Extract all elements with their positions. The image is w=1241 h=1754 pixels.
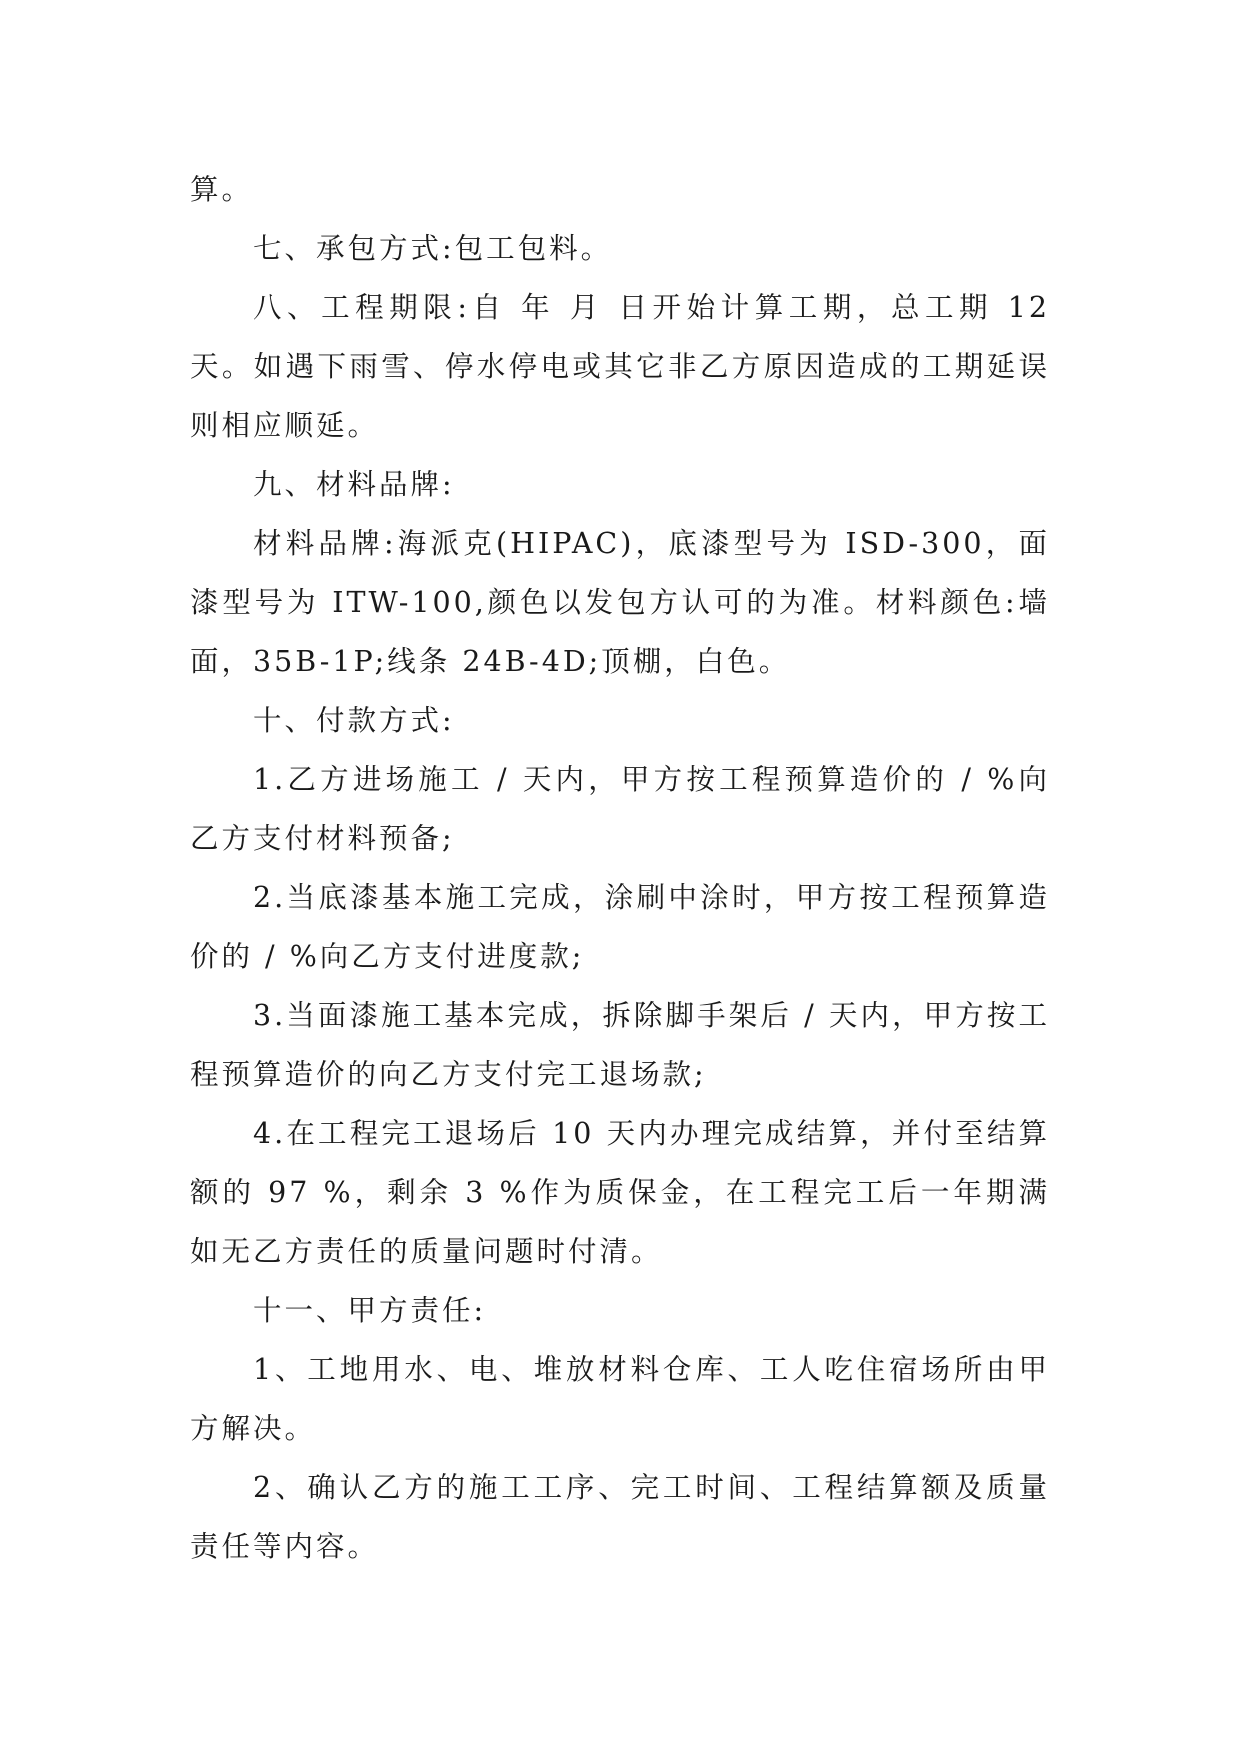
paragraph-continuation: 算。 — [190, 173, 254, 206]
paragraph-project-period: 八、工程期限:自 年 月 日开始计算工期，总工期 12 天。如遇下雨雪、停水停电或其它非乙方原因造成的工期延误则相应顺延。 — [190, 291, 1050, 442]
responsibility-item-2: 2、确认乙方的施工工序、完工时间、工程结算额及质量责任等内容。 — [190, 1471, 1050, 1563]
document-body — [190, 160, 1050, 1576]
payment-item-2: 2.当底漆基本施工完成，涂刷中涂时，甲方按工程预算造价的 / %向乙方支付进度款; — [190, 881, 1050, 973]
payment-item-1: 1.乙方进场施工 / 天内，甲方按工程预算造价的 / %向乙方支付材料预备; — [190, 763, 1050, 855]
heading-payment-method: 十、付款方式: — [253, 704, 455, 737]
responsibility-item-1: 1、工地用水、电、堆放材料仓库、工人吃住宿场所由甲方解决。 — [190, 1353, 1050, 1445]
heading-party-a-responsibility: 十一、甲方责任: — [253, 1294, 487, 1327]
heading-material-brand: 九、材料品牌: — [253, 468, 455, 501]
payment-item-4: 4.在工程完工退场后 10 天内办理完成结算，并付至结算额的 97 %，剩余 3 %作为质保金，在工程完工后一年期满如无乙方责任的质量问题时付清。 — [190, 1117, 1050, 1268]
paragraph-material-brand: 材料品牌:海派克(HIPAC)，底漆型号为 ISD-300，面漆型号为 ITW-100,颜色以发包方认可的为准。材料颜色:墙面，35B-1P;线条 24B-4D;顶棚，白色。 — [190, 527, 1050, 678]
paragraph-contract-method: 七、承包方式:包工包料。 — [253, 232, 613, 265]
payment-item-3: 3.当面漆施工基本完成，拆除脚手架后 / 天内，甲方按工程预算造价的向乙方支付完工退场款; — [190, 999, 1050, 1091]
